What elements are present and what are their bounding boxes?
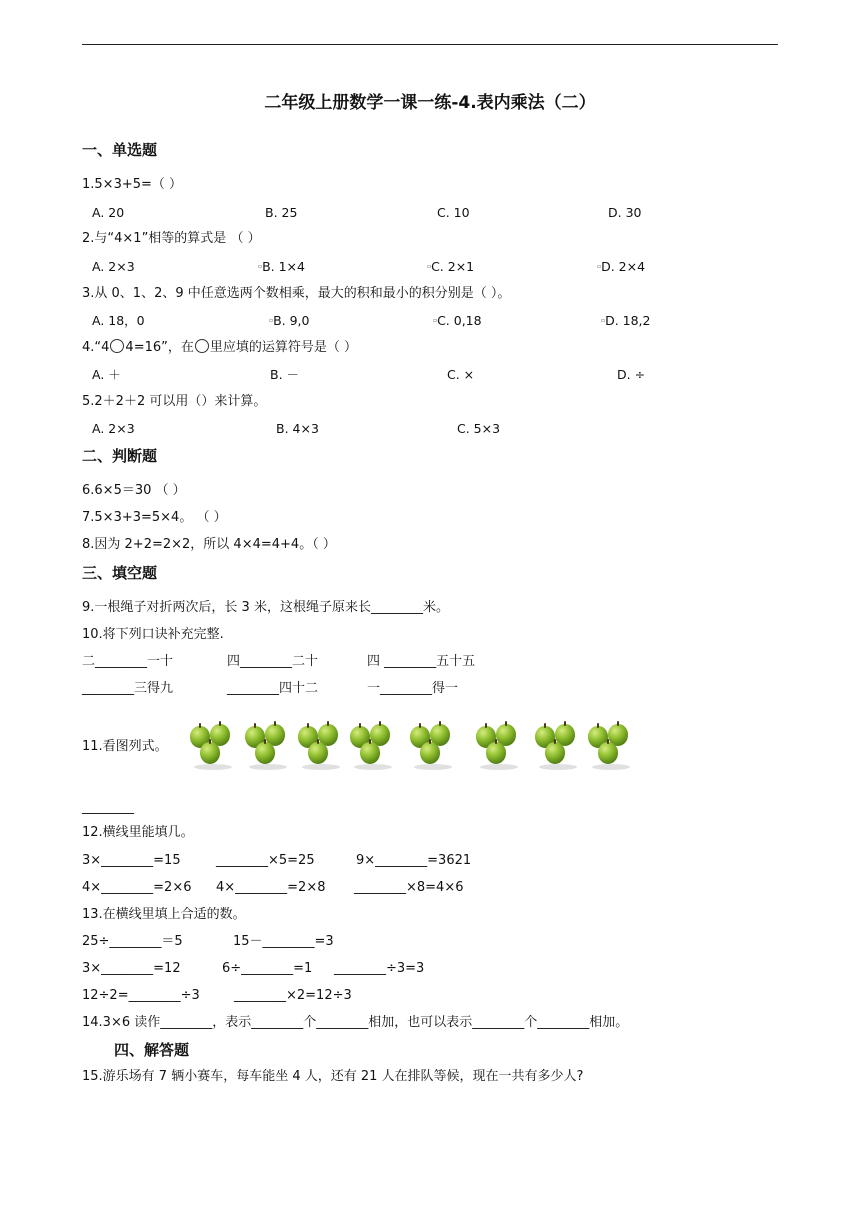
q3-option-b[interactable] [269,313,309,329]
apple-shadow [249,764,287,770]
apple-group [535,720,579,772]
q4-text-part-1: 4.“4 [82,340,110,355]
q2-option-d-label: D. 2×4 [601,259,646,274]
apple-group [410,720,454,772]
apple-group [245,720,289,772]
q10-blank[interactable]: 二________一十 [82,654,174,669]
apple-picture [190,720,640,776]
q4-option-d[interactable]: D. ÷ [617,367,646,382]
q4-option-b[interactable]: B. － [270,367,300,382]
q1-option-b[interactable]: B. 25 [265,205,298,220]
q2-option-a[interactable]: A. 2×3 [92,259,135,274]
q5-option-c[interactable]: C. 5×3 [457,421,501,436]
q13-blank[interactable]: 12÷2=________÷3 [82,988,200,1003]
q4-text-part-2: 4=16”，在 [125,340,194,355]
q10-blank[interactable]: 一________得一 [367,681,459,696]
q12-blank[interactable]: 9×________=3621 [356,853,472,868]
question-7: 7.5×3+3=5×4。 （ ） [82,510,227,525]
apple-icon [308,742,328,764]
q4-option-a[interactable]: A. ＋ [92,367,121,382]
question-9: 9.一根绳子对折两次后，长 3 米，这根绳子原来长________米。 [82,600,449,615]
question-3: 3.从 0、1、2、9 中任意选两个数相乘，最大的积和最小的积分别是（ ）。 [82,286,511,301]
q1-option-d[interactable]: D. 30 [608,205,642,220]
q2-option-b[interactable] [258,259,305,275]
question-1: 1.5×3+5=（ ） [82,177,183,192]
q1-option-a[interactable]: A. 20 [92,205,125,220]
apple-shadow [354,764,392,770]
q3-option-d-label: D. 18,2 [605,313,651,328]
apple-group [298,720,342,772]
apple-group [588,720,632,772]
q3-option-b-label: B. 9,0 [273,313,310,328]
q13-blank[interactable]: ________÷3=3 [334,961,425,976]
question-2: 2.与“4×1”相等的算式是 （ ） [82,231,261,246]
question-14: 14.3×6 读作________，表示________个________相加，也可以表示________个________相加。 [82,1015,629,1030]
question-6: 6.6×5＝30 （ ） [82,483,186,498]
question-8: 8.因为 2+2=2×2，所以 4×4=4+4。（ ） [82,537,336,552]
q2-option-c-label: C. 2×1 [431,259,475,274]
q5-option-a[interactable]: A. 2×3 [92,421,135,436]
q3-option-a[interactable]: A. 18，0 [92,313,145,328]
q3-option-c-label: C. 0,18 [437,313,482,328]
apple-shadow [302,764,340,770]
page-title: 二年级上册数学一课一练-4.表内乘法（二） [264,93,596,113]
section-heading-solve: 四、解答题 [114,1041,190,1059]
q5-option-b[interactable]: B. 4×3 [276,421,319,436]
q12-blank[interactable]: 4×________=2×8 [216,880,326,895]
q13-blank[interactable]: ________×2=12÷3 [234,988,352,1003]
q10-blank[interactable]: ________四十二 [227,681,319,696]
anchor-mark-icon: ▫ [433,317,438,324]
q13-blank[interactable]: 25÷________＝5 [82,934,183,949]
anchor-mark-icon: ▫ [269,317,274,324]
question-13: 13.在横线里填上合适的数。 [82,907,246,922]
header-rule [82,44,778,45]
q3-option-d[interactable] [601,313,650,329]
apple-group [350,720,394,772]
blank-circle-icon [195,339,209,353]
blank-circle-icon [110,339,124,353]
q11-answer-blank[interactable]: ________ [82,800,134,815]
question-5: 5.2＋2＋2 可以用（）来计算。 [82,394,267,409]
q12-blank[interactable]: ________×5=25 [216,853,315,868]
q3-option-c[interactable] [433,313,482,329]
q13-blank[interactable]: 6÷________=1 [222,961,313,976]
apple-icon [200,742,220,764]
question-10: 10.将下列口诀补充完整. [82,627,224,642]
q12-blank[interactable]: ________×8=4×6 [354,880,464,895]
q10-blank[interactable]: 四________二十 [227,654,319,669]
apple-icon [486,742,506,764]
q4-option-c[interactable]: C. × [447,367,475,382]
question-11: 11.看图列式。 [82,739,168,754]
question-15: 15.游乐场有 7 辆小赛车，每车能坐 4 人，还有 21 人在排队等候，现在一共有多少人? [82,1069,584,1084]
q12-blank[interactable]: 4×________=2×6 [82,880,192,895]
q1-option-c[interactable]: C. 10 [437,205,470,220]
q2-option-b-label: B. 1×4 [262,259,305,274]
apple-group [190,720,234,772]
question-4 [82,339,357,356]
section-heading-single-choice: 一、单选题 [82,141,158,159]
section-heading-fill-blank: 三、填空题 [82,564,158,582]
apple-icon [545,742,565,764]
apple-icon [255,742,275,764]
apple-icon [420,742,440,764]
anchor-mark-icon: ▫ [597,263,602,270]
q2-option-d[interactable] [597,259,645,275]
anchor-mark-icon: ▫ [427,263,432,270]
question-12: 12.横线里能填几。 [82,825,194,840]
apple-icon [598,742,618,764]
section-heading-true-false: 二、判断题 [82,447,158,465]
apple-shadow [414,764,452,770]
apple-shadow [194,764,232,770]
q13-blank[interactable]: 15－________=3 [233,934,334,949]
q13-blank[interactable]: 3×________=12 [82,961,181,976]
q10-blank[interactable]: ________三得九 [82,681,174,696]
anchor-mark-icon: ▫ [601,317,606,324]
apple-shadow [539,764,577,770]
q10-blank[interactable]: 四 ________五十五 [367,654,476,669]
apple-shadow [480,764,518,770]
apple-shadow [592,764,630,770]
apple-group [476,720,520,772]
q4-text-part-3: 里应填的运算符号是（ ） [209,340,358,355]
q2-option-c[interactable] [427,259,474,275]
anchor-mark-icon: ▫ [258,263,263,270]
apple-icon [360,742,380,764]
q12-blank[interactable]: 3×________=15 [82,853,181,868]
